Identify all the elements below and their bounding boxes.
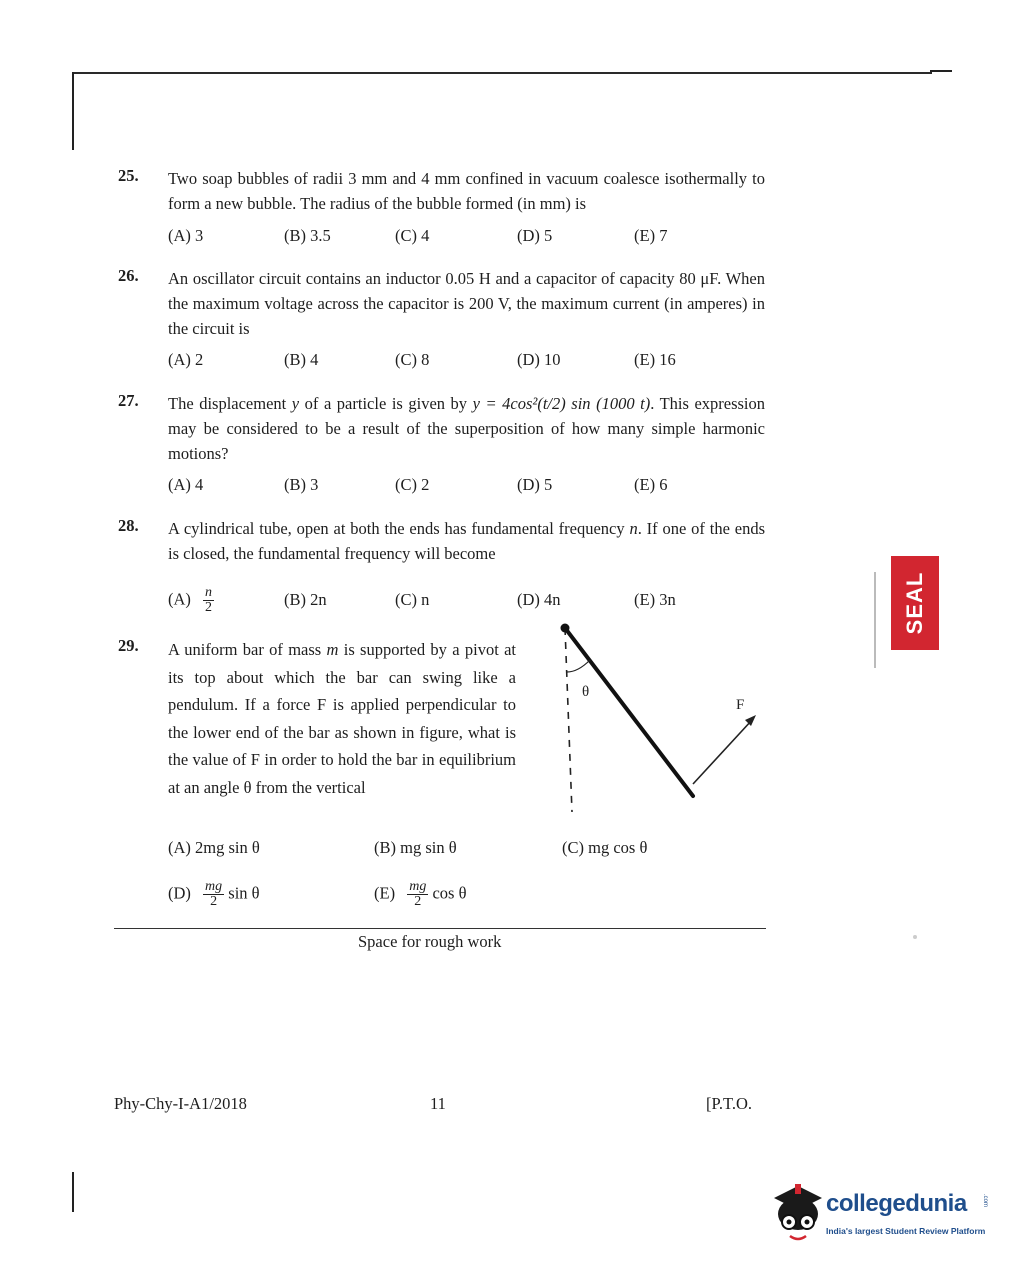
option-c: (C) 2 xyxy=(395,475,430,494)
option-d: (D) 5 xyxy=(517,475,553,494)
option-d: (D) 10 xyxy=(517,350,561,369)
question-text: Two soap bubbles of radii 3 mm and 4 mm confined in vacuum coalesce isothermally to form a new bubble. The radius of the bubble formed (in mm) is xyxy=(168,169,765,213)
trig-term: cos θ xyxy=(432,883,467,903)
logo-domain: .com xyxy=(982,1194,988,1208)
option-b: (B) 2n xyxy=(284,590,327,609)
force-arrowhead xyxy=(745,715,756,726)
mascot-icon xyxy=(768,1180,826,1246)
options xyxy=(168,584,728,618)
options-row-1 xyxy=(168,838,768,864)
question-number: 29. xyxy=(118,636,139,655)
option-label: (E) xyxy=(374,883,396,903)
rough-work-divider xyxy=(114,928,766,929)
option-a: (A) 2 xyxy=(168,350,204,369)
pivot-point xyxy=(561,624,570,633)
variable-m: m xyxy=(326,640,339,659)
equation: y = 4cos²(t/2) sin (1000 t) xyxy=(472,394,651,413)
option-b: (B) 4 xyxy=(284,350,319,369)
text-part: A cylindrical tube, open at both the ends has fundamental frequency xyxy=(168,519,630,538)
left-border-bottom xyxy=(72,1172,74,1212)
variable-n: n xyxy=(629,519,638,538)
scan-dot xyxy=(913,935,917,939)
option-b: (B) 3.5 xyxy=(284,226,331,245)
text-part: is supported by a pivot at its top about which the bar can swing like a pendulum. If a force F is applied perpendicular to the lower end of the bar as shown in figure, what is the value of F in order to hold the bar in equilibrium at an angle θ from the vertical xyxy=(168,640,516,797)
text-part: . This expression may be considered to be a result of the superposition of how many simple harmonic motions? xyxy=(168,394,766,463)
top-border xyxy=(72,72,932,74)
options xyxy=(168,226,728,252)
numerator: mg xyxy=(409,879,427,894)
left-border xyxy=(72,72,74,150)
text-part: The displacement xyxy=(168,394,292,413)
option-a: (A) 2mg sin θ xyxy=(168,838,260,857)
question-text xyxy=(168,636,516,801)
fraction xyxy=(407,880,428,909)
option-d: (D) 4n xyxy=(517,590,561,609)
denominator: 2 xyxy=(414,894,422,909)
theta-label: θ xyxy=(582,684,590,700)
numerator: n xyxy=(205,585,213,600)
numerator: mg xyxy=(205,879,223,894)
question-number: 28. xyxy=(118,516,139,535)
pendulum-bar xyxy=(565,628,693,796)
option-e: (E) 16 xyxy=(634,350,676,369)
force-label: F xyxy=(736,697,745,713)
variable-y: y xyxy=(291,394,300,413)
top-border-mark xyxy=(930,70,952,72)
options-row-2 xyxy=(168,876,768,912)
text-part: of a particle is given by xyxy=(299,394,473,413)
question-number: 27. xyxy=(118,391,139,410)
question-text xyxy=(168,516,765,566)
option-b: (B) 3 xyxy=(284,475,319,494)
trig-term: sin θ xyxy=(228,883,260,903)
option-d xyxy=(168,880,260,909)
logo-tagline: India's largest Student Review Platform xyxy=(826,1226,986,1236)
seal-label: SEAL xyxy=(902,571,927,635)
option-e: (E) 6 xyxy=(634,475,668,494)
option-d: (D) 5 xyxy=(517,226,553,245)
fraction xyxy=(203,586,214,615)
text-part: . If one of the ends is closed, the fundamental frequency will become xyxy=(168,519,765,563)
vertical-reference-line xyxy=(565,628,572,812)
question-text: An oscillator circuit contains an inductor 0.05 H and a capacitor of capacity 80 μF. When the maximum voltage across the capacitor is 200 V, the maximum current (in amperes) in the circuit is xyxy=(168,269,765,338)
option-b: (B) mg sin θ xyxy=(374,838,457,857)
denominator: 2 xyxy=(210,894,218,909)
pendulum-figure xyxy=(548,616,772,816)
logo-name: collegedunia xyxy=(826,1190,967,1217)
rough-work-label: Space for rough work xyxy=(358,932,502,951)
option-c: (C) n xyxy=(395,590,430,609)
question-text xyxy=(168,391,765,466)
options xyxy=(168,475,728,501)
seal-tab xyxy=(891,556,939,650)
margin-mark xyxy=(874,572,876,668)
pto-label: [P.T.O. xyxy=(706,1094,752,1113)
text-part: A uniform bar of mass xyxy=(168,640,327,659)
option-a xyxy=(168,586,214,615)
option-a: (A) 3 xyxy=(168,226,204,245)
angle-arc xyxy=(567,660,590,672)
option-c: (C) 4 xyxy=(395,226,430,245)
paper-code: Phy-Chy-I-A1/2018 xyxy=(114,1094,247,1113)
force-arrow-line xyxy=(693,720,752,784)
option-e: (E) 3n xyxy=(634,590,676,609)
option-label: (D) xyxy=(168,883,191,903)
option-c: (C) mg cos θ xyxy=(562,838,648,857)
collegedunia-logo xyxy=(768,1180,993,1250)
option-e xyxy=(374,880,466,909)
option-a: (A) 4 xyxy=(168,475,204,494)
options xyxy=(168,350,728,376)
question-number: 26. xyxy=(118,266,139,285)
option-e: (E) 7 xyxy=(634,226,668,245)
page-number: 11 xyxy=(430,1094,446,1113)
option-label: (A) xyxy=(168,589,191,609)
question-number: 25. xyxy=(118,166,139,185)
option-c: (C) 8 xyxy=(395,350,430,369)
denominator: 2 xyxy=(205,600,213,615)
fraction xyxy=(203,880,224,909)
